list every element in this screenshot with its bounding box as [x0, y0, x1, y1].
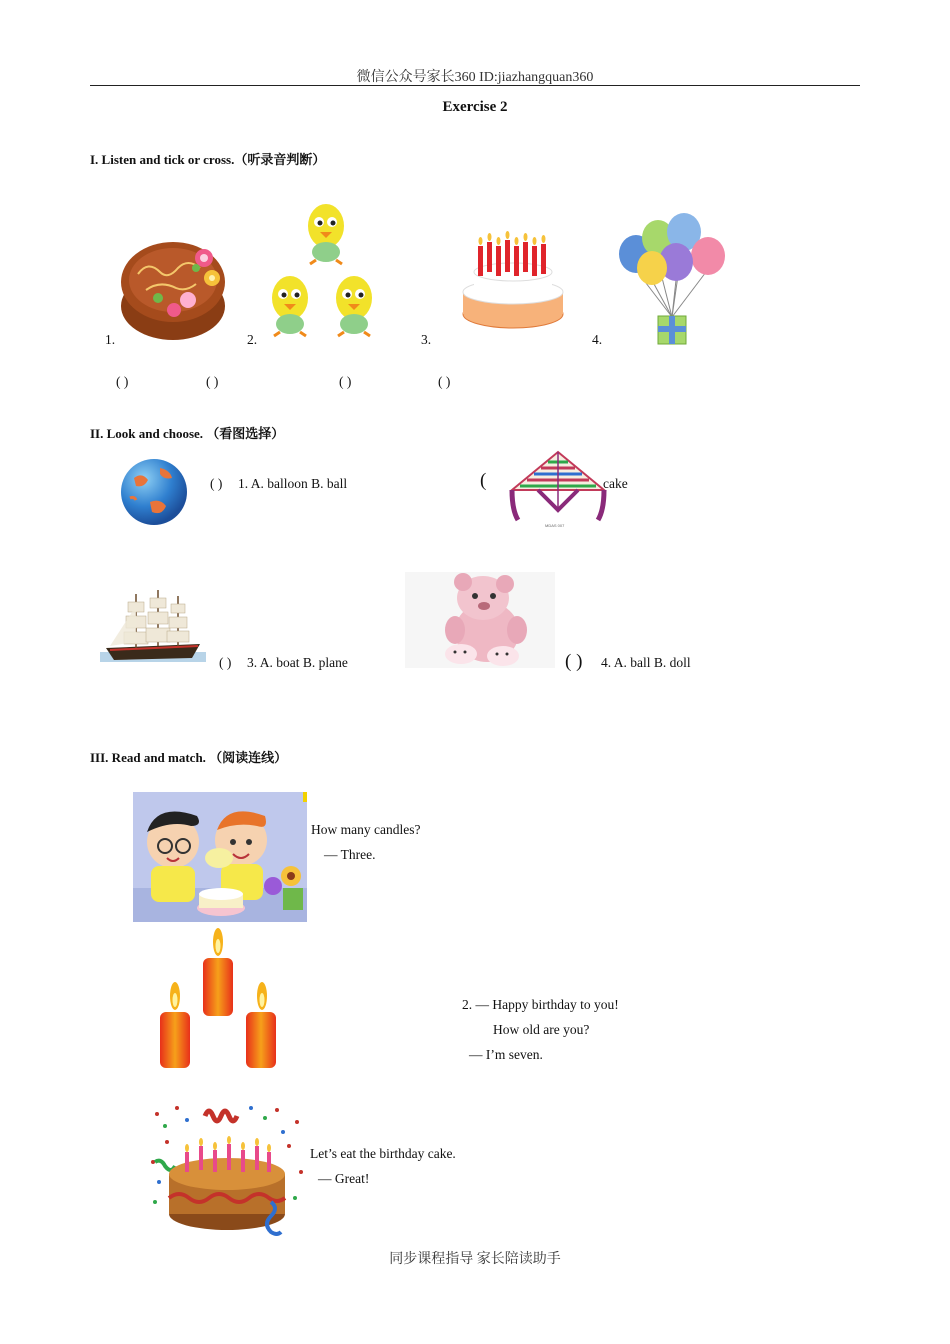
kite-icon: [508, 450, 608, 530]
match-2-line-2: How old are you?: [493, 1022, 590, 1037]
match-3-line-1: Let’s eat the birthday cake.: [310, 1146, 456, 1161]
kite-caption: MDAS 007: [545, 523, 565, 528]
globe-ball-icon: [120, 458, 188, 526]
page-header: 微信公众号家长360 ID:jiazhangquan360: [356, 70, 594, 85]
q1-text: 1. A. balloon B. ball: [238, 476, 348, 491]
answer-blank-2[interactable]: ( ): [206, 374, 219, 389]
section-2-heading: II. Look and choose. （看图选择）: [90, 426, 285, 441]
party-cake-icon: [147, 1102, 307, 1240]
answer-blank-3[interactable]: ( ): [339, 374, 352, 389]
section-1-number-2: 2.: [247, 332, 258, 347]
balloons-gift-icon: [616, 212, 726, 347]
section-1-heading: I. Listen and tick or cross.（听录音判断）: [90, 152, 326, 167]
section-1-number-4: 4.: [592, 332, 603, 347]
kids-party-icon: [133, 792, 307, 922]
section-1-number-3: 3.: [421, 332, 432, 347]
match-2-line-3: — I’m seven.: [469, 1047, 543, 1062]
page-title: Exercise 2: [442, 99, 508, 115]
q4-answer-blank[interactable]: ( ): [565, 651, 583, 672]
q3-text: 3. A. boat B. plane: [247, 655, 348, 670]
q2-text: cake: [603, 476, 628, 491]
q4-text: 4. A. ball B. doll: [601, 655, 691, 670]
section-3-heading: III. Read and match. （阅读连线）: [90, 750, 288, 765]
q3-answer-blank[interactable]: ( ): [219, 655, 232, 670]
candle-cake-icon: [460, 232, 566, 332]
chicks-icon: [266, 200, 386, 345]
match-3-line-2: — Great!: [318, 1171, 370, 1186]
three-candles-icon: [155, 928, 280, 1070]
sailing-ship-icon: [100, 586, 206, 668]
plush-doll-icon: [405, 572, 555, 668]
q1-answer-blank[interactable]: ( ): [210, 476, 223, 491]
match-1-line-2: — Three.: [324, 847, 376, 862]
match-1-line-1: How many candles?: [311, 822, 421, 837]
q2-answer-blank[interactable]: (: [480, 470, 487, 491]
section-1-number-1: 1.: [105, 332, 116, 347]
page-footer: 同步课程指导 家长陪读助手: [389, 1252, 561, 1267]
match-2-line-1: 2. — Happy birthday to you!: [462, 997, 619, 1012]
answer-blank-1[interactable]: ( ): [116, 374, 129, 389]
header-rule: [90, 85, 860, 86]
birthday-cake-icon: [118, 238, 228, 343]
answer-blank-4[interactable]: ( ): [438, 374, 451, 389]
